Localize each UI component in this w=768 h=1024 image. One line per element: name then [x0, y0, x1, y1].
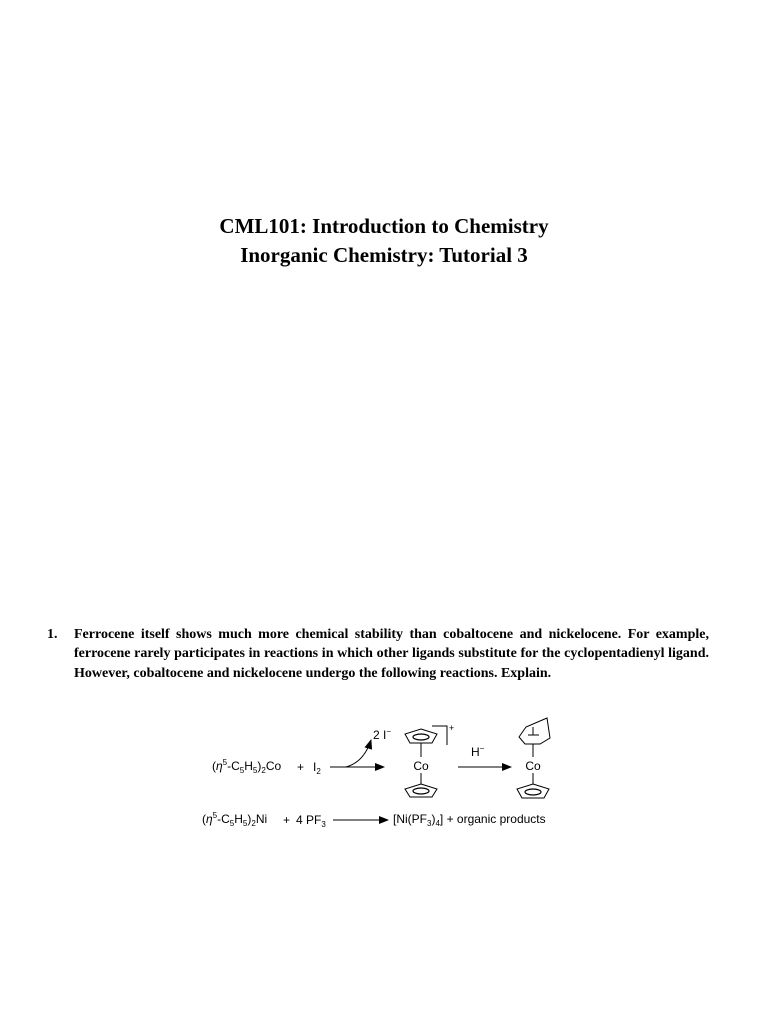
nickelocene-formula: $(\eta^5-C_5H_5)_2Ni$ [202, 811, 268, 828]
plus-sign-2: + [283, 813, 291, 827]
product-metal: Co [525, 759, 541, 773]
cobaltocene-formula: $(\eta^5-C_5H_5)_2Co$ [212, 758, 282, 775]
tutorial-title: Inorganic Chemistry: Tutorial 3 [240, 243, 528, 267]
course-title: CML101: Introduction to Chemistry [219, 214, 549, 238]
iodide-byproduct: 2 I− [373, 727, 392, 742]
cation-charge: + [449, 723, 455, 733]
question-text: Ferrocene itself shows much more chemical stability than cobaltocene and nickelocene. For example, ferrocene rarely participates in reactions in which other ligands substitute for the cyclopentadienyl ligand. However, cobaltocene and nickelocene undergo the following reactions. Explain. [74, 627, 709, 681]
cobaltocenium-cation [405, 723, 454, 797]
cyclopentadiene-ring [519, 718, 550, 744]
cp-ring-top [405, 729, 437, 743]
cyclopentadiene-cobalt-product [517, 718, 550, 798]
hydride-reagent: H− [471, 744, 485, 759]
cp-ring-product [517, 784, 549, 798]
question-number: 1. [47, 627, 58, 642]
cp-ring-bottom [405, 784, 437, 797]
plus-sign: + [297, 760, 305, 774]
byproduct-curved-arrow [346, 740, 371, 767]
iodine-reagent: $I_2$ [313, 760, 321, 776]
cation-metal: Co [413, 759, 429, 773]
pf3-reagent: 4 $PF_3$ [296, 813, 326, 829]
nickel-product: $[Ni(PF_3)_4]$ + organic products [393, 812, 546, 828]
charge-bracket [432, 726, 447, 745]
